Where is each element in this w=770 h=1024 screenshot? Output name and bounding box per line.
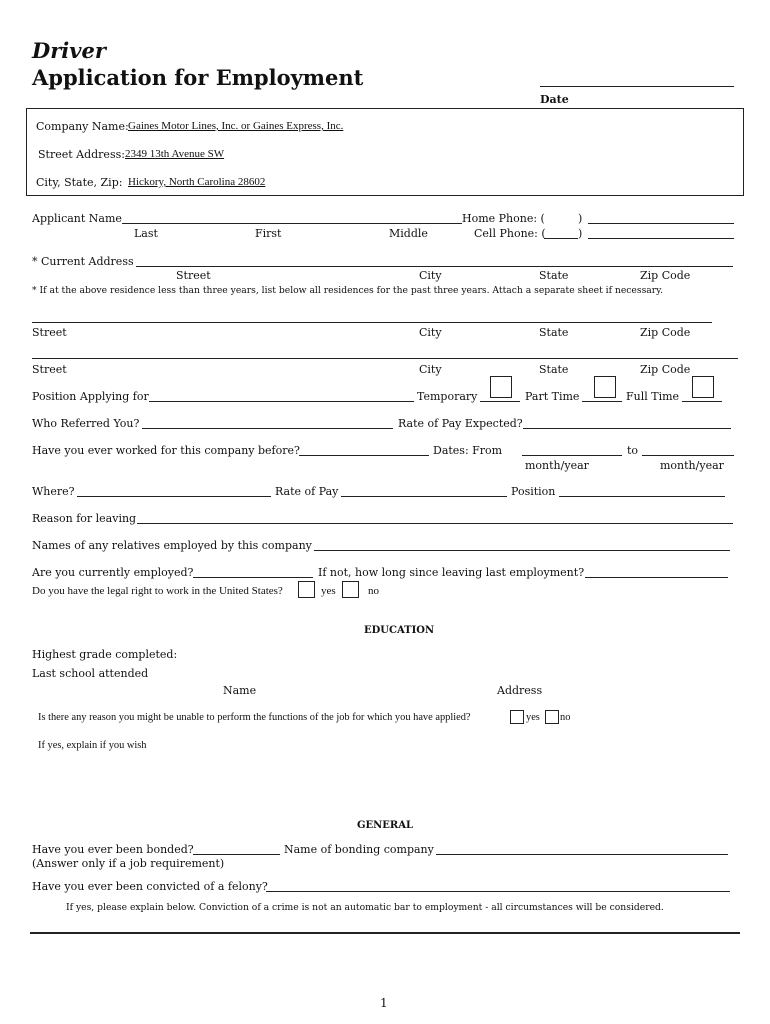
street-address-value: 2349 13th Avenue SW xyxy=(125,148,225,160)
part-time-label: Part Time xyxy=(525,390,580,403)
unable-no-checkbox[interactable] xyxy=(545,710,559,724)
reason-leaving-label: Reason for leaving xyxy=(32,512,137,525)
temporary-label: Temporary xyxy=(417,390,478,403)
position-held-field[interactable] xyxy=(559,496,725,497)
where-label: Where? xyxy=(32,485,75,498)
prev2-street: Street xyxy=(32,363,67,376)
reason-leaving-field[interactable] xyxy=(137,523,733,524)
city-state-zip-value: Hickory, North Carolina 28602 xyxy=(128,176,266,188)
full-time-line xyxy=(682,401,722,402)
explain-label: If yes, explain if you wish xyxy=(38,740,147,751)
dates-to-label: to xyxy=(627,444,639,457)
bonded-label: Have you ever been bonded? xyxy=(32,843,194,856)
prev2-city: City xyxy=(419,363,442,376)
previous-address-2-field[interactable] xyxy=(32,358,738,359)
relatives-label: Names of any relatives employed by this company xyxy=(32,539,312,552)
prev1-city: City xyxy=(419,326,442,339)
street-address-label: Street Address: xyxy=(38,148,125,161)
unable-no-label: no xyxy=(560,712,571,723)
bonding-company-field[interactable] xyxy=(436,854,728,855)
education-heading: EDUCATION xyxy=(364,625,435,636)
applicant-name-field[interactable] xyxy=(122,223,462,224)
bottom-divider xyxy=(30,932,740,934)
legal-no-checkbox[interactable] xyxy=(342,581,359,598)
current-address-label: * Current Address xyxy=(32,255,134,268)
felony-field[interactable] xyxy=(266,891,730,892)
felony-label: Have you ever been convicted of a felony? xyxy=(32,880,268,893)
page-title: Application for Employment xyxy=(32,65,364,90)
company-name-label: Company Name: xyxy=(36,120,129,133)
last-school-label: Last school attended xyxy=(32,667,149,680)
temporary-line xyxy=(480,401,520,402)
who-referred-field[interactable] xyxy=(142,428,393,429)
date-field[interactable] xyxy=(540,86,734,87)
prev1-zip: Zip Code xyxy=(640,326,691,339)
general-heading: GENERAL xyxy=(357,820,414,831)
school-address-sub: Address xyxy=(497,684,543,697)
worked-before-field[interactable] xyxy=(299,455,429,456)
bonded-field[interactable] xyxy=(193,854,280,855)
rate-of-pay-field[interactable] xyxy=(341,496,507,497)
sub-last: Last xyxy=(134,227,158,240)
cell-phone-label: Cell Phone: ( xyxy=(474,227,546,240)
month-year-from-sub: month/year xyxy=(525,459,589,472)
legal-no-label: no xyxy=(368,585,379,597)
dates-to-field[interactable] xyxy=(642,455,734,456)
applicant-name-label: Applicant Name xyxy=(32,212,122,225)
relatives-field[interactable] xyxy=(314,550,730,551)
position-held-label: Position xyxy=(511,485,556,498)
currently-employed-label: Are you currently employed? xyxy=(32,566,194,579)
legal-right-label: Do you have the legal right to work in the United States? xyxy=(32,585,283,597)
previous-address-1-field[interactable] xyxy=(32,322,712,323)
rate-of-pay-label: Rate of Pay xyxy=(275,485,339,498)
temporary-checkbox[interactable] xyxy=(490,376,512,398)
cell-phone-close: ) xyxy=(578,227,583,240)
month-year-to-sub: month/year xyxy=(660,459,724,472)
unable-perform-question: Is there any reason you might be unable to perform the functions of the job for which you have applied? xyxy=(38,712,471,723)
rate-expected-label: Rate of Pay Expected? xyxy=(398,417,523,430)
page-number: 1 xyxy=(380,996,388,1010)
felony-note: If yes, please explain below. Conviction of a crime is not an automatic bar to employment - all circumstances will be considered. xyxy=(66,902,664,913)
legal-yes-checkbox[interactable] xyxy=(298,581,315,598)
address-sub-zip: Zip Code xyxy=(640,269,691,282)
full-time-checkbox[interactable] xyxy=(692,376,714,398)
address-sub-street: Street xyxy=(176,269,211,282)
cell-phone-area-field[interactable] xyxy=(544,238,578,239)
position-label: Position Applying for xyxy=(32,390,149,403)
unable-yes-label: yes xyxy=(526,712,540,723)
sub-first: First xyxy=(255,227,282,240)
prev2-zip: Zip Code xyxy=(640,363,691,376)
date-label: Date xyxy=(540,93,569,106)
current-address-field[interactable] xyxy=(136,266,733,267)
bonding-company-label: Name of bonding company xyxy=(284,843,434,856)
address-sub-city: City xyxy=(419,269,442,282)
rate-expected-field[interactable] xyxy=(523,428,731,429)
part-time-line xyxy=(582,401,622,402)
prev1-street: Street xyxy=(32,326,67,339)
prev1-state: State xyxy=(539,326,569,339)
worked-before-label: Have you ever worked for this company before? xyxy=(32,444,300,457)
dates-from-label: Dates: From xyxy=(433,444,503,457)
home-phone-close: ) xyxy=(578,212,583,225)
answer-note: (Answer only if a job requirement) xyxy=(32,857,225,870)
unable-yes-checkbox[interactable] xyxy=(510,710,524,724)
sub-middle: Middle xyxy=(389,227,428,240)
highest-grade-label: Highest grade completed: xyxy=(32,648,178,661)
school-name-sub: Name xyxy=(223,684,257,697)
part-time-checkbox[interactable] xyxy=(594,376,616,398)
since-leaving-label: If not, how long since leaving last employment? xyxy=(318,566,585,579)
dates-from-field[interactable] xyxy=(522,455,622,456)
company-name-value: Gaines Motor Lines, Inc. or Gaines Express, Inc. xyxy=(128,120,344,132)
cell-phone-field[interactable] xyxy=(588,238,734,239)
address-sub-state: State xyxy=(539,269,569,282)
title-driver: Driver xyxy=(32,38,106,63)
home-phone-field[interactable] xyxy=(588,223,734,224)
since-leaving-field[interactable] xyxy=(585,577,728,578)
legal-yes-label: yes xyxy=(321,585,336,597)
full-time-label: Full Time xyxy=(626,390,680,403)
prev2-state: State xyxy=(539,363,569,376)
home-phone-label: Home Phone: ( xyxy=(462,212,545,225)
currently-employed-field[interactable] xyxy=(193,577,313,578)
who-referred-label: Who Referred You? xyxy=(32,417,140,430)
position-field[interactable] xyxy=(149,401,414,402)
city-state-zip-label: City, State, Zip: xyxy=(36,176,123,189)
residence-note: * If at the above residence less than three years, list below all residences for the past three years. Attach a separate sheet if necessary. xyxy=(32,285,664,296)
where-field[interactable] xyxy=(77,496,271,497)
